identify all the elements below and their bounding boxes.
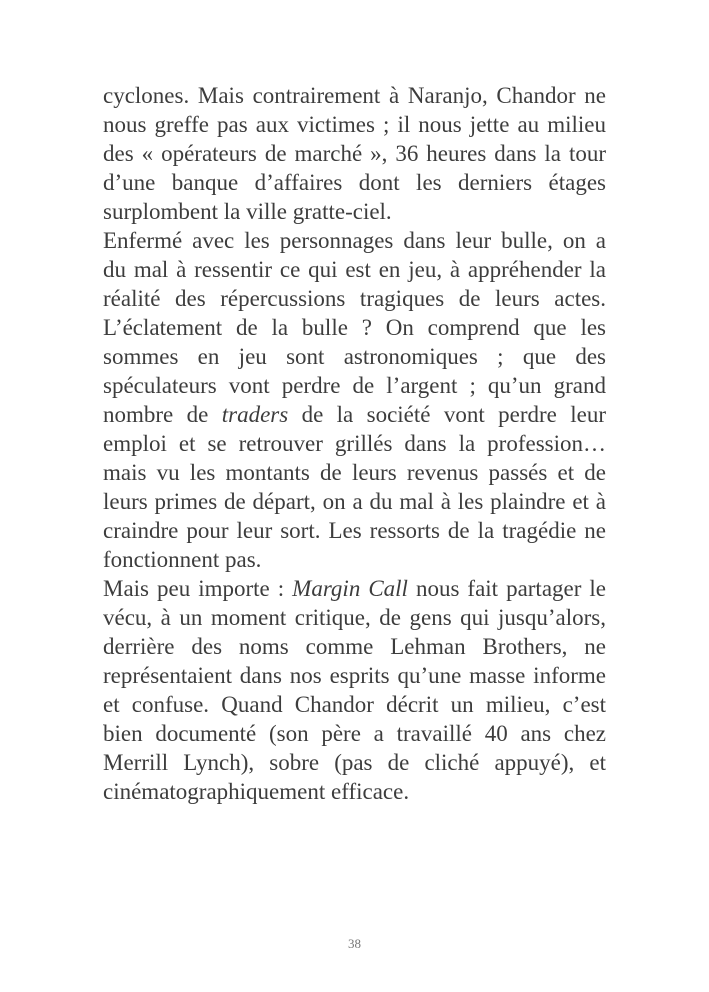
text-run: cyclones. Mais contrairement à Naranjo, Chandor ne [103,83,606,108]
text-line [103,400,606,429]
text-line [103,487,606,516]
text-line [103,284,606,313]
text-line [103,197,606,226]
text-run: des « opérateurs de marché », 36 heures dans la tour [103,141,606,166]
paragraph [103,574,606,806]
text-run: nombre de [103,402,222,427]
text-run: Merrill Lynch), sobre (pas de cliché appuyé), et [103,750,606,775]
text-run: emploi et se retrouver grillés dans la profession… [103,431,606,456]
text-line [103,168,606,197]
italic-text: traders [221,402,289,427]
text-run: de la société vont perdre leur [288,402,606,427]
text-run: sommes en jeu sont astronomiques ; que des [103,344,606,369]
text-run: L’éclatement de la bulle ? On comprend que les [103,315,606,340]
text-run: et confuse. Quand Chandor décrit un milieu, c’est [103,692,606,717]
italic-text: Margin Call [292,576,408,601]
text-line [103,690,606,719]
text-line [103,458,606,487]
text-line [103,661,606,690]
text-run: fonctionnent pas. [103,547,262,572]
text-line [103,313,606,342]
text-run: vécu, à un moment critique, de gens qui jusqu’alors, [103,605,606,630]
text-run: du mal à ressentir ce qui est en jeu, à appréhender la [103,257,606,282]
text-run: nous fait partager le [407,576,606,601]
text-run: cinématographiquement efficace. [103,779,410,804]
paragraph [103,81,606,226]
text-line [103,139,606,168]
text-run: nous greffe pas aux victimes ; il nous jette au milieu [103,112,606,137]
text-run: Enfermé avec les personnages dans leur bulle, on a [103,228,606,253]
text-line [103,516,606,545]
text-line [103,574,606,603]
text-run: bien documenté (son père a travaillé 40 ans chez [103,721,606,746]
text-line [103,429,606,458]
paragraph [103,226,606,574]
text-line [103,748,606,777]
text-run: surplombent la ville gratte-ciel. [103,199,392,224]
page-number: 38 [348,936,361,951]
text-line [103,545,606,574]
text-run: derrière des noms comme Lehman Brothers, ne [103,634,606,659]
text-line [103,632,606,661]
page-text [103,81,606,806]
text-line [103,603,606,632]
text-run: représentaient dans nos esprits qu’une masse informe [103,663,606,688]
text-run: craindre pour leur sort. Les ressorts de la tragédie ne [103,518,606,543]
text-run: réalité des répercussions tragiques de leurs actes. [103,286,606,311]
text-line [103,777,606,806]
text-line [103,255,606,284]
text-run: Mais peu importe : [103,576,293,601]
text-run: mais vu les montants de leurs revenus passés et de [103,460,606,485]
text-line [103,110,606,139]
text-run: spéculateurs vont perdre de l’argent ; qu’un grand [103,373,606,398]
text-line [103,342,606,371]
text-line [103,371,606,400]
text-line [103,719,606,748]
text-run: leurs primes de départ, on a du mal à les plaindre et à [103,489,606,514]
text-line [103,81,606,110]
text-line [103,226,606,255]
text-run: d’une banque d’affaires dont les derniers étages [103,170,606,195]
